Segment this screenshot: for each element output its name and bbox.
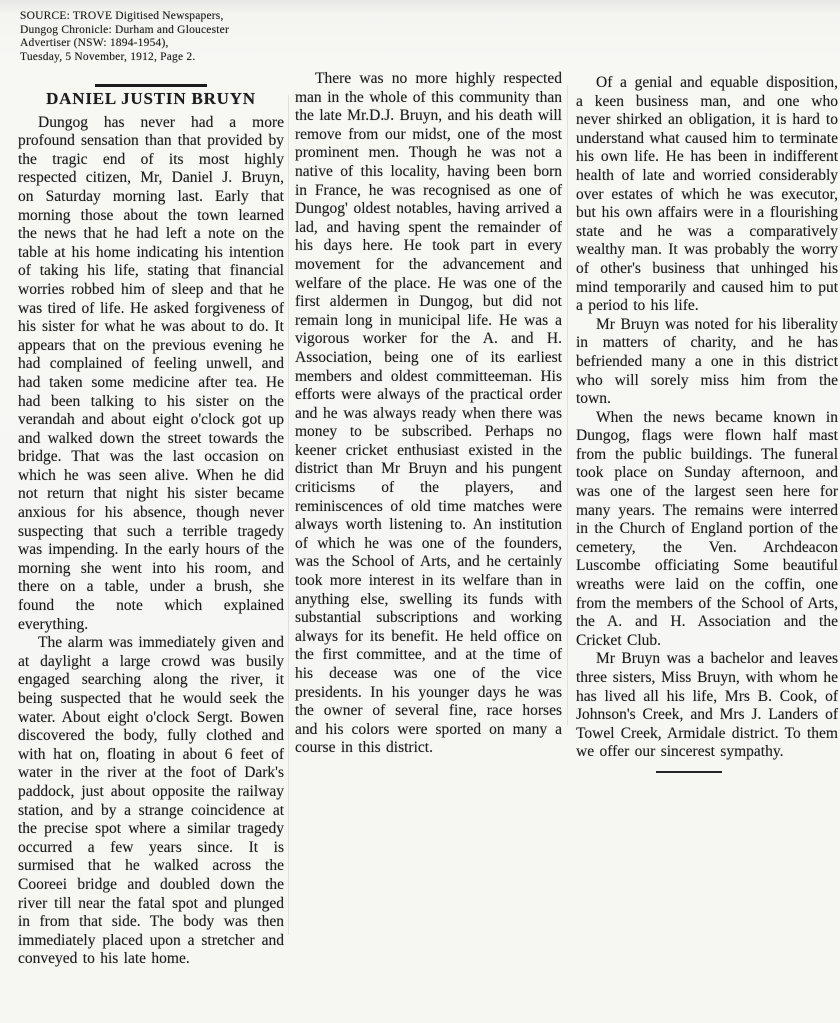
- column-divider: [567, 85, 568, 725]
- column-2: [295, 70, 562, 758]
- title-rule: [95, 84, 207, 87]
- article-paragraph: There was no more highly respected man in the whole of this community than the late Mr.D.J. Bruyn, and his death will remove from our midst, one of the most prominent men. Though he was not a native of this locality, having been born in France, he was recognised as one of Dungog' oldest notables, having arrived a lad, and having spent the remainder of his days here. He took part in every movement for the advancement and welfare of the place. He was one of the first aldermen in Dungog, but did not remain long in municipal life. He was a vigorous worker for the A. and H. Association, being one of its earliest members and oldest committeeman. His efforts were always of the practical order and he was always ready when there was money to be subscribed. Perhaps no keener cricket enthusiast existed in the district than Mr Bruyn and his pungent criticisms of the players, and reminiscences of old time matches were always worth listening to. An institution of which he was one of the founders, was the School of Arts, and he certainly took more interest in its welfare than in anything else, swelling its funds with substantial subscriptions and working always for its benefit. He held office on the first committee, and at the time of his decease was one of the vice presidents. In his younger days he was the owner of several fine, race horses and his colors were sported on many a course in this district.: [295, 70, 562, 757]
- article-paragraph: Of a genial and equable disposition, a keen business man, and one who never shirked an obligation, it is hard to understand what caused him to terminate his own life. He has been in indifferent health of late and worried considerably over estates of which he was executor, but his own affairs were in a flourishing state and he was a comparatively wealthy man. It was probably the worry of other's business that unhinged his mind temporarily and caused him to put a period to his life.: [576, 74, 838, 315]
- source-line: Tuesday, 5 November, 1912, Page 2.: [20, 50, 196, 63]
- column-divider: [288, 95, 289, 935]
- article-paragraph: Mr Bruyn was a bachelor and leaves three sisters, Miss Bruyn, with whom he has lived all his life, Mrs B. Cook, of Johnson's Creek, and Mrs J. Landers of Towel Creek, Armidale district. To them we offer our sincerest sympathy.: [576, 650, 838, 761]
- source-line: Advertiser (NSW: 1894-1954),: [20, 37, 169, 50]
- column-3: [576, 74, 838, 773]
- source-citation: [20, 10, 298, 64]
- article-paragraph: The alarm was immediately given and at daylight a large crowd was busily engaged searching along the river, it being suspected that he would seek the water. About eight o'clock Sergt. Bowen discovered the body, fully clothed and with hat on, floating in about 6 feet of water in the river at the foot of Dark's paddock, just about opposite the railway station, and by a strange coincidence at the precise spot where a similar tragedy occurred a few years since. It is surmised that he walked across the Cooreei bridge and doubled down the river till near the fatal spot and plunged in from that side. The body was then immediately placed upon a stretcher and conveyed to his late home.: [18, 634, 284, 968]
- article-paragraph: When the news became known in Dungog, flags were flown half mast from the public buildings. The funeral took place on Sunday afternoon, and was one of the largest seen here for many years. The remains were interred in the Church of England portion of the cemetery, the Ven. Archdeacon Luscombe officiating Some beautiful wreaths were laid on the coffin, one from the members of the School of Arts, the A. and H. Association and the Cricket Club.: [576, 408, 838, 649]
- column-1: [18, 84, 284, 969]
- article-paragraph: Dungog has never had a more profound sensation than that provided by the tragic end of its most highly respected citizen, Mr, Daniel J. Bruyn, on Saturday morning last. Early that morning those about the town learned the news that he had left a note on the table at his home indicating his intention of taking his life, stating that financial worries robbed him of sleep and that he was tired of life. He asked forgiveness of his sister for what he was about to do. It appears that on the previous evening he had complained of feeling unwell, and had taken some medicine after tea. He had been talking to his sister on the verandah and about eight o'clock got up and walked down the street towards the bridge. That was the last occasion on which he was seen alive. When he did not return that night his sister became anxious for his absence, though never suspecting that such a terrible tragedy was impending. In the early hours of the morning she went into his room, and there on a table, under a brush, she found the note which explained everything.: [18, 113, 284, 633]
- article-paragraph: Mr Bruyn was noted for his liberality in matters of charity, and he has befriended many a one in this district who will sorely miss him from the town.: [576, 315, 838, 408]
- source-line: SOURCE: TROVE Digitised Newspapers,: [20, 10, 224, 22]
- source-line: Dungog Chronicle: Durham and Gloucester: [20, 23, 229, 36]
- end-rule: [656, 771, 722, 773]
- article-title: DANIEL JUSTIN BRUYN: [46, 89, 256, 108]
